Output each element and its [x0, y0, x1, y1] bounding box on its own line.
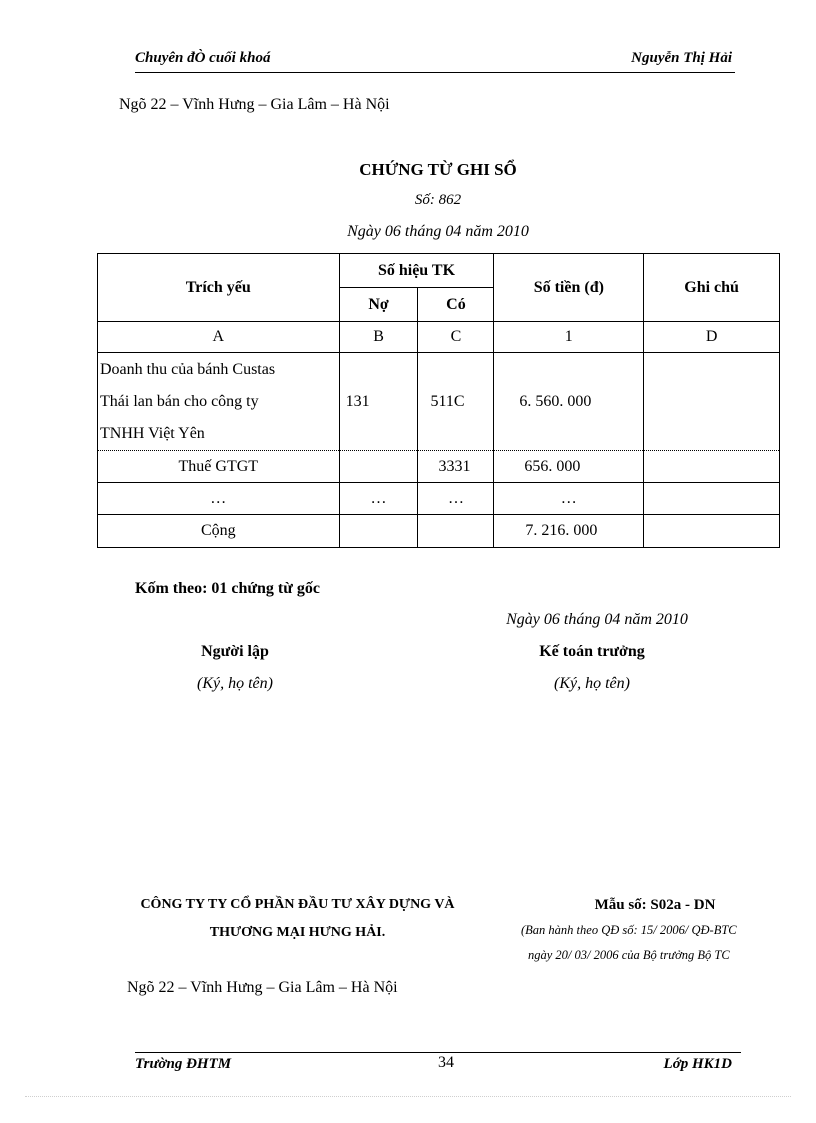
row-description: … [98, 483, 340, 515]
row-co: … [418, 483, 494, 515]
col-header-co: Có [418, 288, 494, 322]
signer-chief-accountant-note: (Ký, họ tên) [554, 675, 630, 692]
row-co [418, 515, 494, 548]
signer-chief-accountant-role: Kế toán trưởng [539, 643, 645, 660]
row-amount: 7. 216. 000 [494, 515, 644, 548]
header-left: Chuyên đÒ cuối khoá [135, 50, 271, 66]
table-row [98, 353, 780, 451]
row-note [644, 483, 780, 515]
signer-preparer-role: Người lập [201, 643, 269, 660]
row-no: … [339, 483, 418, 515]
code-cell: B [339, 322, 418, 353]
footer-rule [135, 1052, 741, 1053]
page-number: 34 [438, 1054, 454, 1071]
form-code: Mẫu số: S02a - DN [594, 897, 716, 913]
col-header-so-hieu-tk: Số hiệu TK [339, 254, 494, 288]
table-row [98, 451, 780, 483]
row-co: 511C [418, 353, 494, 451]
col-header-ghi-chu: Ghi chú [644, 254, 780, 322]
row-amount: … [494, 483, 644, 515]
row-description: Cộng [98, 515, 340, 548]
voucher-title: CHỨNG TỪ GHI SỔ [359, 160, 517, 179]
signer-preparer-note: (Ký, họ tên) [197, 675, 273, 692]
row-note [644, 451, 780, 483]
code-cell: 1 [494, 322, 644, 353]
row-note [644, 353, 780, 451]
row-note [644, 515, 780, 548]
row-amount: 6. 560. 000 [494, 353, 644, 451]
col-header-trich-yeu: Trích yếu [98, 254, 340, 322]
code-row [98, 322, 780, 353]
table-row [98, 515, 780, 548]
header-right: Nguyễn Thị Hải [631, 50, 732, 66]
row-no [339, 515, 418, 548]
voucher-table [97, 253, 780, 548]
col-header-so-tien: Số tiền (đ) [494, 254, 644, 322]
form-issuance-line2: ngày 20/ 03/ 2006 của Bộ trưởng Bộ TC [528, 948, 730, 962]
row-amount: 656. 000 [494, 451, 644, 483]
sign-date: Ngày 06 tháng 04 năm 2010 [506, 611, 688, 628]
description-line: Doanh thu của bánh Custas [100, 360, 276, 378]
code-cell: D [644, 322, 780, 353]
attached-documents: Kốm theo: 01 chứng từ gốc [135, 580, 320, 597]
row-description [98, 353, 340, 451]
header-rule [135, 72, 735, 73]
voucher-date: Ngày 06 tháng 04 năm 2010 [347, 223, 529, 240]
footer-left: Trường ĐHTM [135, 1056, 232, 1072]
col-header-no: Nợ [339, 288, 418, 322]
footer-right: Lớp HK1D [663, 1056, 732, 1072]
table-row [98, 483, 780, 515]
address-bottom: Ngõ 22 – Vĩnh Hưng – Gia Lâm – Hà Nội [127, 979, 398, 996]
description-line: Thái lan bán cho công ty [100, 392, 259, 410]
row-no: 131 [339, 353, 418, 451]
form-issuance-line1: (Ban hành theo QĐ số: 15/ 2006/ QĐ-BTC [521, 923, 737, 937]
row-no [339, 451, 418, 483]
company-name-line1: CÔNG TY TY CỔ PHẦN ĐẦU TƯ XÂY DỰNG VÀ [140, 897, 455, 912]
company-name-line2: THƯƠNG MẠI HƯNG HẢI. [209, 925, 386, 940]
row-co: 3331 [418, 451, 494, 483]
row-description: Thuế GTGT [98, 451, 340, 483]
address-top: Ngõ 22 – Vĩnh Hưng – Gia Lâm – Hà Nội [119, 96, 390, 113]
voucher-number: Số: 862 [414, 192, 462, 208]
page-edge-divider [25, 1096, 791, 1097]
code-cell: C [418, 322, 494, 353]
description-line: TNHH Việt Yên [100, 424, 205, 442]
code-cell: A [98, 322, 340, 353]
